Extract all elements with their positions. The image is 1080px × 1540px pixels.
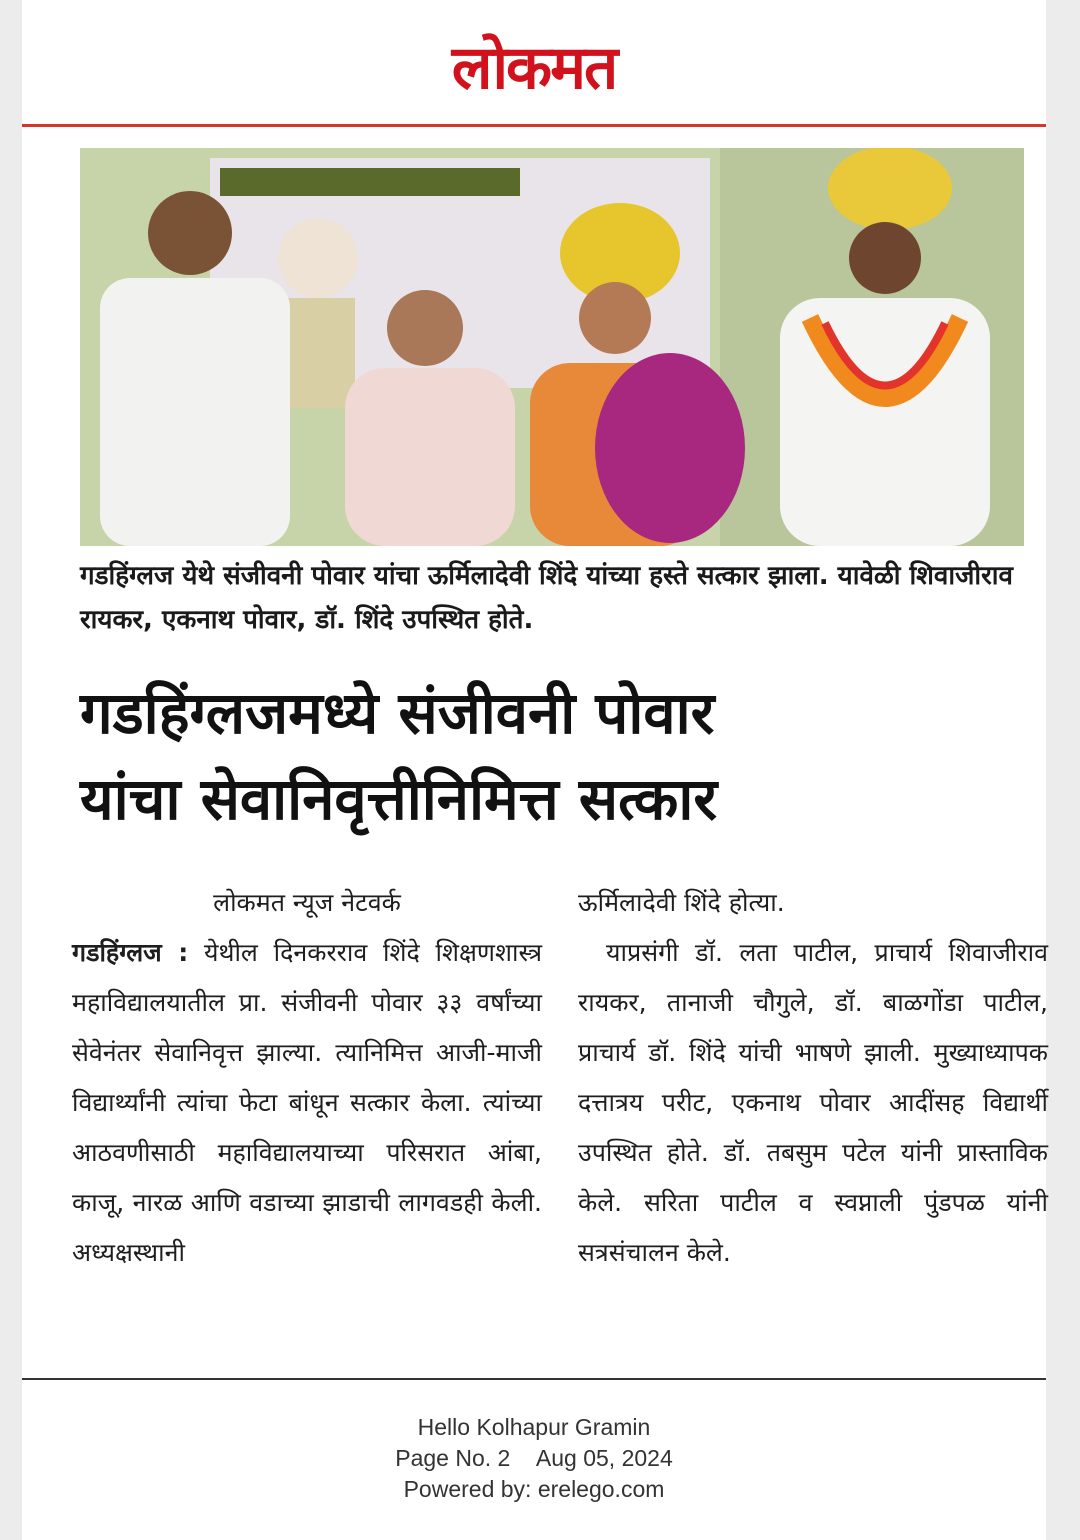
headline-line-2: यांचा सेवानिवृत्तीनिमित्त सत्कार: [80, 765, 718, 833]
publication-date: Aug 05, 2024: [535, 1445, 673, 1471]
dateline: गडहिंग्लज :: [72, 938, 189, 967]
masthead: [22, 18, 1046, 118]
clipping-footer: [22, 1412, 1046, 1505]
photo-caption: गडहिंग्लज येथे संजीवनी पोवार यांचा ऊर्मिलादेवी शिंदे यांच्या हस्ते सत्कार झाला. यावेळी शिवाजीराव रायकर, एकनाथ पोवार, डॉ. शिंदे उपस्थित होते.: [80, 561, 1013, 635]
article-paragraph-1: येथील दिनकरराव शिंदे शिक्षणशास्त्र महाविद्यालयातील प्रा. संजीवनी पोवार ३३ वर्षांच्या सेवेनंतर सेवानिवृत्त झाल्या. त्यानिमित्त आजी-माजी विद्यार्थ्यांनी त्यांचा फेटा बांधून सत्कार केला. त्यांच्या आठवणीसाठी महाविद्यालयाच्या परिसरात आंबा, काजू, नारळ आणि वडाच्या झाडाची लागवडही केली. अध्यक्षस्थानी: [72, 938, 542, 1267]
felicitation-photo-illustration: [80, 148, 1024, 546]
page-date-line: [22, 1443, 1046, 1474]
lokmat-logo: लोकमत: [451, 33, 617, 103]
newspaper-clipping: [22, 0, 1046, 1540]
powered-by: Powered by: erelego.com: [403, 1476, 665, 1502]
news-photo: [80, 148, 1024, 546]
byline: लोकमत न्यूज नेटवर्क: [213, 888, 401, 917]
page-number: Page No. 2: [395, 1445, 511, 1471]
article-paragraph-2: याप्रसंगी डॉ. लता पाटील, प्राचार्य शिवाजीराव रायकर, तानाजी चौगुले, डॉ. बाळगोंडा पाटील, प्राचार्य डॉ. शिंदे यांची भाषणे झाली. मुख्याध्यापक दत्तात्रय परीट, एकनाथ पोवार आदींसह विद्यार्थी उपस्थित होते. डॉ. तबसुम पटेल यांनी प्रास्ताविक केले. सरिता पाटील व स्वप्नाली पुंडपळ यांनी सत्रसंचालन केले.: [578, 938, 1048, 1267]
headline-line-1: गडहिंग्लजमध्ये संजीवनी पोवार: [80, 679, 715, 747]
article-column-left: [72, 878, 542, 1278]
headline: [80, 670, 1040, 842]
bottom-divider: [22, 1378, 1046, 1380]
article-column-right: [578, 878, 1048, 1278]
masthead-divider: [22, 124, 1046, 127]
article-paragraph-1-continued: ऊर्मिलादेवी शिंदे होत्या.: [578, 888, 785, 917]
publication-name: Hello Kolhapur Gramin: [417, 1414, 651, 1440]
